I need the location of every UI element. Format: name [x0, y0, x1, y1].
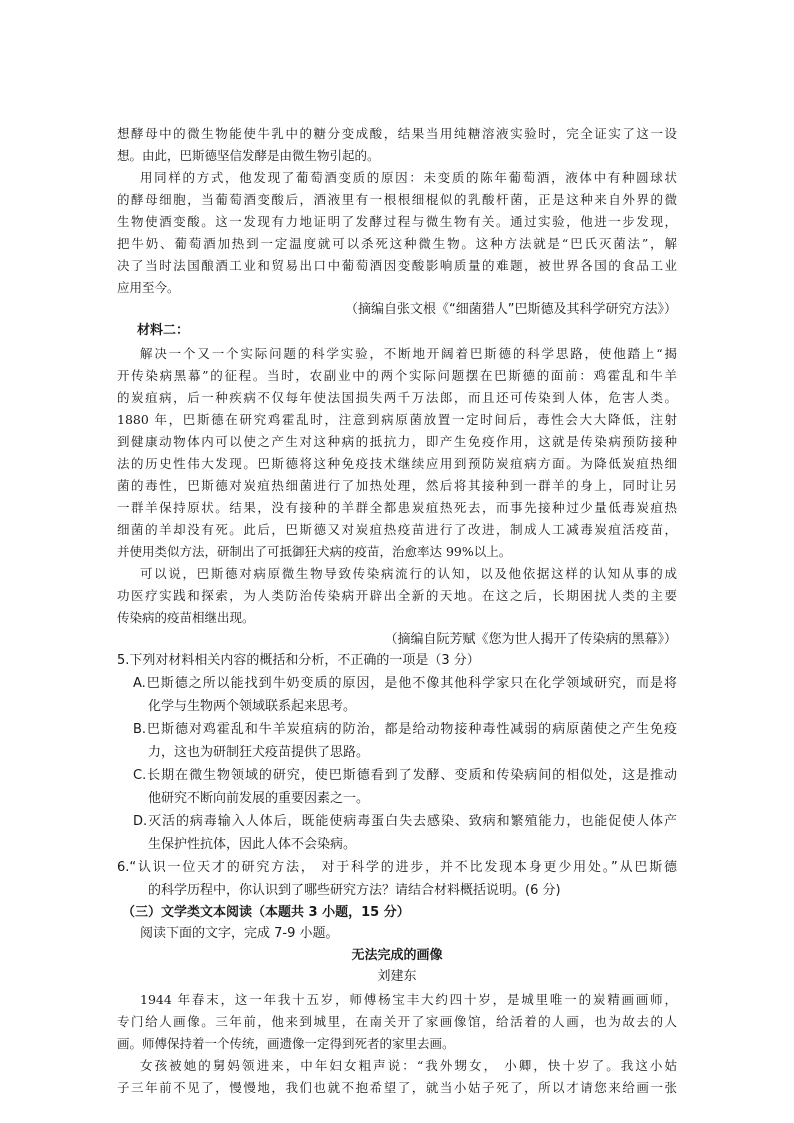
text-line: 画。师傅保持着一个传统，画遗像一定得到死者的家里去画。	[117, 1036, 455, 1051]
material-heading: 材料二：	[137, 323, 190, 338]
source-citation: （摘编自阮芳赋《您为世人揭开了传染病的黑幕》）	[384, 632, 677, 647]
question-6-cont: 的科学历程中，你认识到了哪些研究方法？请结合材料概括说明。(6 分)	[148, 883, 561, 898]
text-line: 解决一个又一个实际问题的科学实验，不断地开阔着巴斯德的科学思路，使他踏上“揭	[140, 346, 677, 361]
text-line: 的酵母细胞，当葡萄酒变酸后，酒液里有一根根细棍似的乳酸杆菌，正是这种来自外界的微	[117, 192, 677, 207]
text-line: 决了当时法国酿酒工业和贸易出口中葡萄酒因变酸影响质量的难题，被世界各国的食品工业	[117, 258, 677, 273]
option-d-cont: 生保护性抗体，因此人体不会染病。	[148, 837, 357, 852]
text-line: 生物使酒变酸。这一发现有力地证明了发酵过程与微生物有关。通过实验，他进一步发现，	[117, 214, 677, 229]
text-line: 应用至今。	[117, 280, 180, 295]
text-line: 专门给人画像。三年前，他来到城里，在南关开了家画像馆，给活着的人画，也为故去的人	[117, 1014, 677, 1029]
section-heading: （三）文学类文本阅读（本题共 3 小题，15 分）	[122, 905, 410, 920]
text-line: 开传染病黑幕”的征程。当时，农副业中的两个实际问题摆在巴斯德的面前：鸡霍乱和牛羊	[117, 368, 677, 383]
text-line: 用同样的方式，他发现了葡萄酒变质的原因：未变质的陈年葡萄酒，液体中有种圆球状	[140, 170, 677, 185]
text-line: 功医疗实践和探索，为人类防治传染病开辟出全新的天地。在这之后，长期困扰人类的主要	[117, 588, 677, 603]
option-a: A.巴斯德之所以能找到牛奶变质的原因，是他不像其他科学家只在化学领域研究，而是将	[133, 676, 677, 691]
story-title: 无法完成的画像	[351, 948, 443, 963]
option-b: B.巴斯德对鸡霍乱和牛羊炭疽病的防治，都是给动物接种毒性减弱的病原菌使之产生免疫	[133, 722, 677, 737]
text-line: 并使用类似方法，研制出了可抵御狂犬病的疫苗，治愈率达 99%以上。	[117, 544, 512, 559]
option-b-cont: 力，这也为研制狂犬疫苗提供了思路。	[148, 745, 370, 760]
text-line: 传染病的疫苗相继出现。	[117, 610, 255, 625]
question-6-stem: 6.“认识一位天才的研究方法， 对于科学的进步，并不比发现本身更少用处。”从巴斯德	[117, 860, 677, 875]
option-a-cont: 化学与生物两个领域联系起来思考。	[148, 699, 357, 714]
text-line: 把牛奶、葡萄酒加热到一定温度就可以杀死这种微生物。这种方法就是“巴氏灭菌法”，解	[117, 236, 677, 251]
text-line: 想酵母中的微生物能使牛乳中的糖分变成酸，结果当用纯糖溶液实验时，完全证实了这一设	[117, 126, 677, 141]
section-instruction: 阅读下面的文字，完成 7-9 小题。	[140, 926, 339, 941]
text-line: 菌的毒性，巴斯德对炭疽热细菌进行了加热处理，然后将其接种到一群羊的身上，同时让另	[117, 478, 677, 493]
text-line: 一群羊保持原状。结果，没有接种的羊群全都患炭疽热死去，而事先接种过少量低毒炭疽热	[117, 500, 677, 515]
option-c-cont: 他研究不断向前发展的重要因素之一。	[148, 791, 370, 806]
text-line: 到健康动物体内可以使之产生对这种病的抵抗力，即产生免疫作用，这就是传染病预防接种	[117, 434, 677, 449]
text-line: 1880 年，巴斯德在研究鸡霍乱时，注意到病原菌放置一定时间后，毒性会大大降低，注射	[117, 412, 677, 427]
text-line: 的炭疽病，后一种疾病不仅每年使法国损失两千万法郎，而且还可传染到人体，危害人类。	[117, 390, 677, 405]
text-line: 想。由此，巴斯德坚信发酵是由微生物引起的。	[117, 148, 380, 163]
option-d: D.灭活的病毒输入人体后，既能使病毒蛋白失去感染、致病和繁殖能力，也能促使人体产	[133, 814, 677, 829]
option-c: C.长期在微生物领域的研究，使巴斯德看到了发酵、变质和传染病间的相似处，这是推动	[133, 768, 677, 783]
text-line: 可以说，巴斯德对病原微生物导致传染病流行的认知，以及他依据这样的认知从事的成	[140, 566, 677, 581]
text-line: 细菌的羊却没有死。此后，巴斯德又对炭疽热疫苗进行了改进，制成人工减毒炭疽活疫苗，	[117, 522, 677, 537]
question-5-stem: 5.下列对材料相关内容的概括和分析，不正确的一项是（3 分）	[117, 653, 480, 668]
text-line: 1944 年春末，这一年我十五岁，师傅杨宝丰大约四十岁，是城里唯一的炭精画画师，	[140, 992, 677, 1007]
text-line: 女孩被她的舅妈领进来，中年妇女粗声说：“我外甥女， 小卿，快十岁了。我这小姑	[140, 1058, 677, 1073]
text-line: 法的历史性伟大发现。巴斯德将这种免疫技术继续应用到预防炭疽病方面。为降低炭疽热细	[117, 456, 677, 471]
text-line: 子三年前不见了，慢慢地，我们也就不抱希望了，就当小姑子死了，所以才请您来给画一张	[117, 1080, 677, 1095]
source-citation: （摘编自张文根《“细菌猎人”巴斯德及其科学研究方法》）	[345, 302, 677, 317]
story-author: 刘建东	[377, 969, 417, 984]
